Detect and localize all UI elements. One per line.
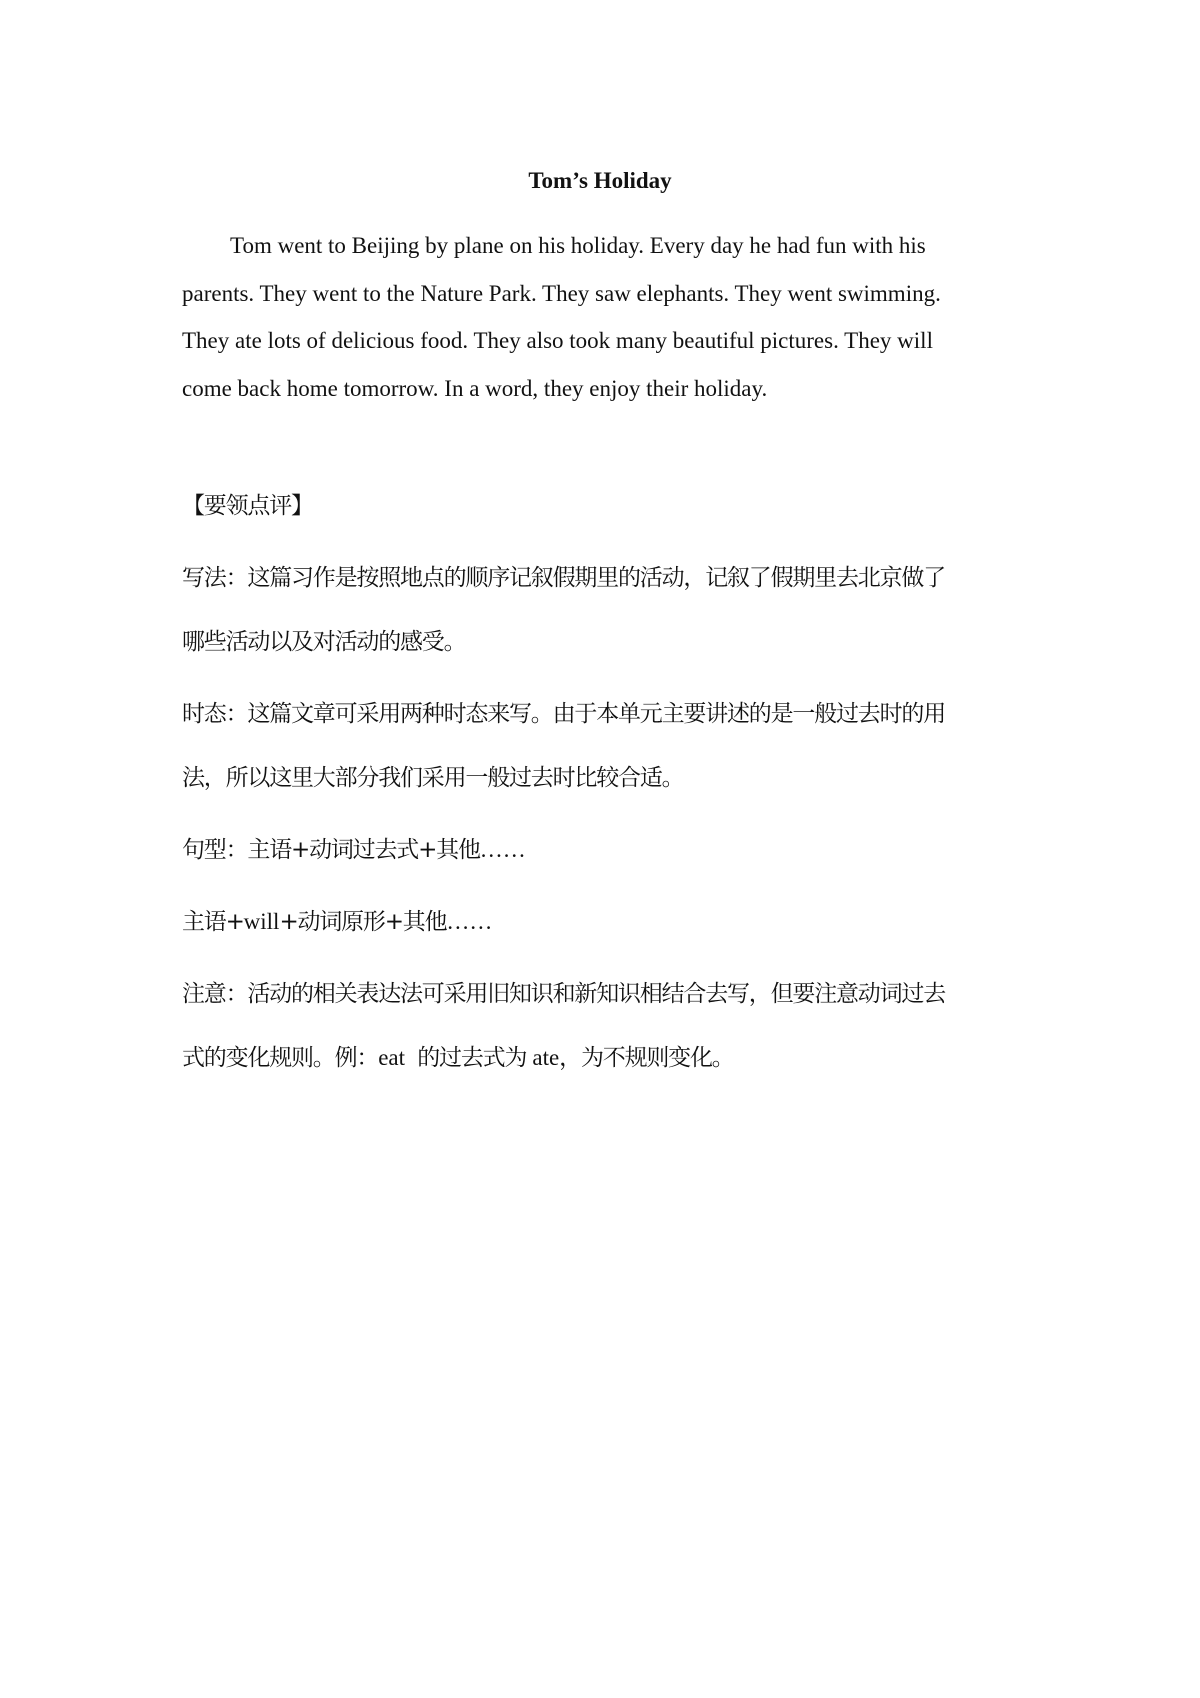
- sentence-pattern-2-will: will: [243, 909, 280, 934]
- example-word-ate: ate: [532, 1045, 560, 1070]
- sentence-pattern-2: [182, 890, 1042, 954]
- attention-note: [182, 962, 1042, 1090]
- story-line-4: come back home tomorrow. In a word, they enjoy their holiday.: [182, 375, 768, 401]
- sentence-pattern-2-suffix: +动词原形+其他: [279, 909, 447, 935]
- attention-note-part-3: ，为不规则变化。: [559, 1045, 734, 1071]
- sentence-pattern-2-ellipsis: ……: [446, 909, 493, 934]
- tense-note-line-2: 法，所以这里大部分我们采用一般过去时比较合适。: [182, 765, 684, 791]
- story-line-2: parents. They went to the Nature Park. They saw elephants. They went swimming.: [182, 280, 941, 306]
- attention-note-part-2: 的过去式为: [405, 1045, 533, 1071]
- writing-note-line-2: 哪些活动以及对活动的感受。: [182, 629, 466, 655]
- attention-note-part-1: 式的变化规则。例：: [182, 1045, 379, 1071]
- attention-note-line-1: 注意：活动的相关表达法可采用旧知识和新知识相结合去写，但要注意动词过去: [182, 981, 946, 1007]
- document-title: Tom’s Holiday: [528, 168, 672, 193]
- story-line-1: [182, 222, 1032, 270]
- notes-heading: 【要领点评】: [182, 493, 313, 519]
- writing-note: [182, 546, 1042, 674]
- story-line-3: They ate lots of delicious food. They also took many beautiful pictures. They will: [182, 328, 933, 353]
- story-paragraph: [182, 222, 1032, 412]
- sentence-pattern-1: [182, 818, 1042, 882]
- attention-note-line-2: [182, 1026, 1042, 1090]
- example-word-eat: eat: [378, 1045, 406, 1070]
- sentence-pattern-1-text: 句型：主语+动词过去式+其他: [182, 837, 480, 863]
- story-line-1-text: Tom went to Beijing by plane on his holiday. Every day he had fun with his: [230, 233, 926, 258]
- tense-note: [182, 682, 1042, 810]
- sentence-pattern-2-prefix: 主语+: [182, 909, 244, 935]
- tense-note-line-1: 时态：这篇文章可采用两种时态来写。由于本单元主要讲述的是一般过去时的用: [182, 701, 946, 727]
- writing-note-line-1: 写法：这篇习作是按照地点的顺序记叙假期里的活动，记叙了假期里去北京做了: [182, 565, 946, 591]
- sentence-pattern-1-ellipsis: ……: [479, 837, 526, 862]
